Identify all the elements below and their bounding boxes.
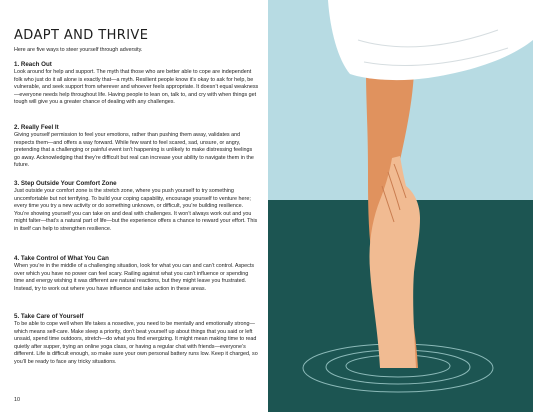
section-title: 3. Step Outside Your Comfort Zone xyxy=(14,180,117,187)
intro-text: Here are five ways to steer yourself through adversity. xyxy=(14,47,143,53)
page-number: 10 xyxy=(14,397,20,403)
page-heading: ADAPT AND THRIVE xyxy=(14,28,149,43)
section-title: 4. Take Control of What You Can xyxy=(14,255,109,262)
section-title: 5. Take Care of Yourself xyxy=(14,313,84,320)
section-body: When you’re in the middle of a challenging situation, look for what you can and can’t control. Aspects over which you have no power can feel scary. Railing against what you can’t influence or spending time and energy wishing it was different are natural reactions, but they might leave you frustrated. Instead, try to work out where you have influence and take action in these areas. xyxy=(14,263,255,292)
section-comfort-zone xyxy=(14,180,259,233)
section-reach-out xyxy=(14,61,259,107)
section-take-control xyxy=(14,255,259,293)
section-title: 1. Reach Out xyxy=(14,61,52,68)
section-body: To be able to cope well when life takes a nosedive, you need to be mentally and emotionally strong—which means self-care. Make sleep a priority, don’t beat yourself up about things that you said or left unsaid, spend time outdoors, stretch—do what you find energizing. It might mean making time to read quietly after supper, trying an online yoga class, or having a regular chat with friends—everyone’s different. Life is difficult enough, so make sure your own personal battery runs low. Keep it charged, so you’ll be ready to face any tricky situations. xyxy=(14,321,258,365)
hand-in-water-illustration xyxy=(268,0,533,412)
section-take-care xyxy=(14,313,259,366)
section-really-feel-it xyxy=(14,124,259,170)
section-body: Just outside your comfort zone is the stretch zone, where you push yourself to try something uncomfortable but not terrifying. To build your coping capability, encourage yourself to venture here; every time you try a new activity or do something unknown, or difficult, you’re building resilience. You’re showing yourself you can take on and deal with challenges. It won’t always work out and you might falter—that’s a natural part of life—but the experience offers a chance to reward your effort. This in itself can help to strengthen resilience. xyxy=(14,188,258,232)
section-body: Look around for help and support. The myth that those who are better able to cope are independent folk who just do it all alone is exactly that—a myth. Resilient people know it’s okay to ask for help, be vulnerable, and seek support from wherever and whoever feels appropriate. It doesn’t equal weakness—everyone needs help throughout life. Having people to lean on, talk to, and cry with when things get tough will give you a greater chance of dealing with any challenges. xyxy=(14,69,259,105)
section-title: 2. Really Feel It xyxy=(14,124,59,131)
illustration-page xyxy=(268,0,533,412)
section-body: Giving yourself permission to feel your emotions, rather than pushing them away, validates and respects them—and offers a way forward. While few want to feel scared, sad, unsure, or angry, pretending that a challenging or painful event isn’t happening is unlikely to make distressing feelings go away. Acknowledging that they’re difficult but real can increase your ability to navigate them in the future. xyxy=(14,132,254,168)
